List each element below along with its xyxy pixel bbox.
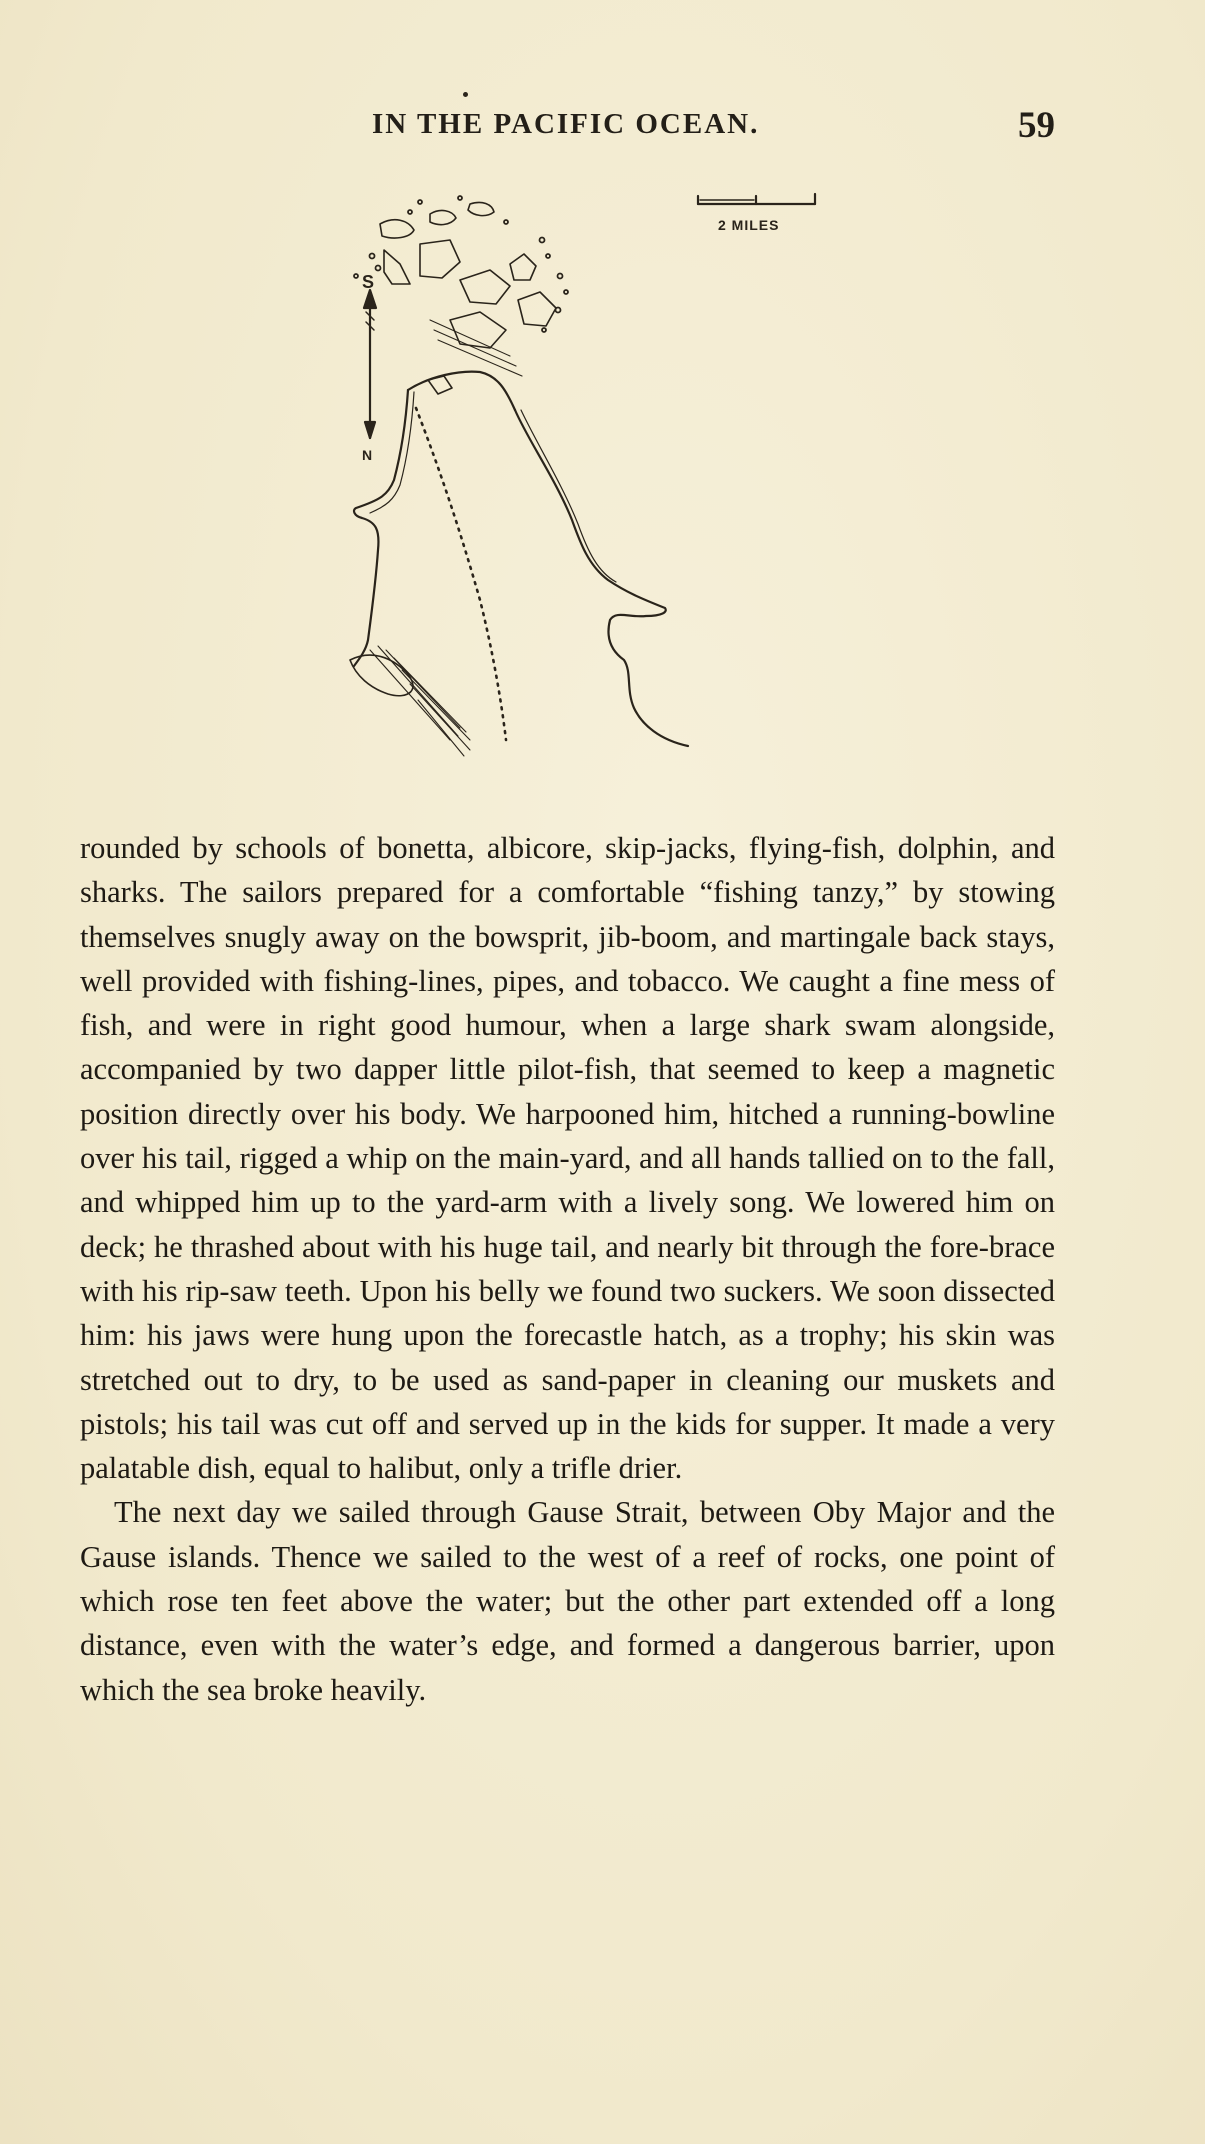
compass-south-label: S bbox=[362, 272, 375, 292]
compass-north-label: N bbox=[362, 447, 373, 463]
islands bbox=[350, 202, 556, 695]
ink-dot bbox=[463, 92, 468, 97]
strait-map-svg bbox=[310, 180, 830, 810]
page-number: 59 bbox=[1018, 105, 1055, 146]
compass-arrow bbox=[364, 290, 376, 438]
body-text bbox=[80, 826, 1055, 1712]
rock-dots bbox=[354, 196, 568, 332]
north-shore bbox=[408, 372, 515, 410]
running-title: IN THE PACIFIC OCEAN. bbox=[372, 108, 760, 140]
scale-label: 2 MILES bbox=[718, 217, 780, 233]
paragraph-1: rounded by schools of bonetta, albicore, skip-jacks, flying-fish, dolphin, and sharks. The sailors prepared for a comfortable “fishing tanzy,” by stowing themselves snugly away on the bowsprit, jib-boom, and martingale back stays, well provided with fishing-lines, pipes, and tobacco. We caught a fine mess of fish, and were in right good humour, when a large shark swam alongside, accompanied by two dapper little pilot-fish, that seemed to keep a magnetic position directly over his body. We harpooned him, hitched a running-bowline over his tail, rigged a whip on the main-yard, and all hands tallied on to the fall, and whipped him up to the yard-arm with a lively song. We lowered him on deck; he thrashed about with his huge tail, and nearly bit through the fore-brace with his rip-saw teeth. Upon his belly we found two suckers. We soon dissected him: his jaws were hung upon the forecastle hatch, as a trophy; his skin was stretched out to dry, to be used as sand-paper in cleaning our muskets and pistols; his tail was cut off and served up in the kids for supper. It made a very palatable dish, equal to halibut, only a trifle drier. bbox=[80, 831, 1055, 1486]
paragraph-2: The next day we sailed through Gause Strait, between Oby Major and the Gause islands. Thence we sailed to the west of a reef of rocks, one point of which rose ten feet above the water; but the other part extended off a long distance, even with the water’s edge, and formed a dangerous barrier, upon which the sea broke heavily. bbox=[80, 1495, 1055, 1707]
west-coastline bbox=[354, 390, 408, 666]
scale-bar bbox=[698, 194, 815, 204]
ship-track bbox=[416, 408, 506, 740]
east-coastline bbox=[515, 410, 688, 746]
strait-map-figure bbox=[310, 180, 830, 810]
